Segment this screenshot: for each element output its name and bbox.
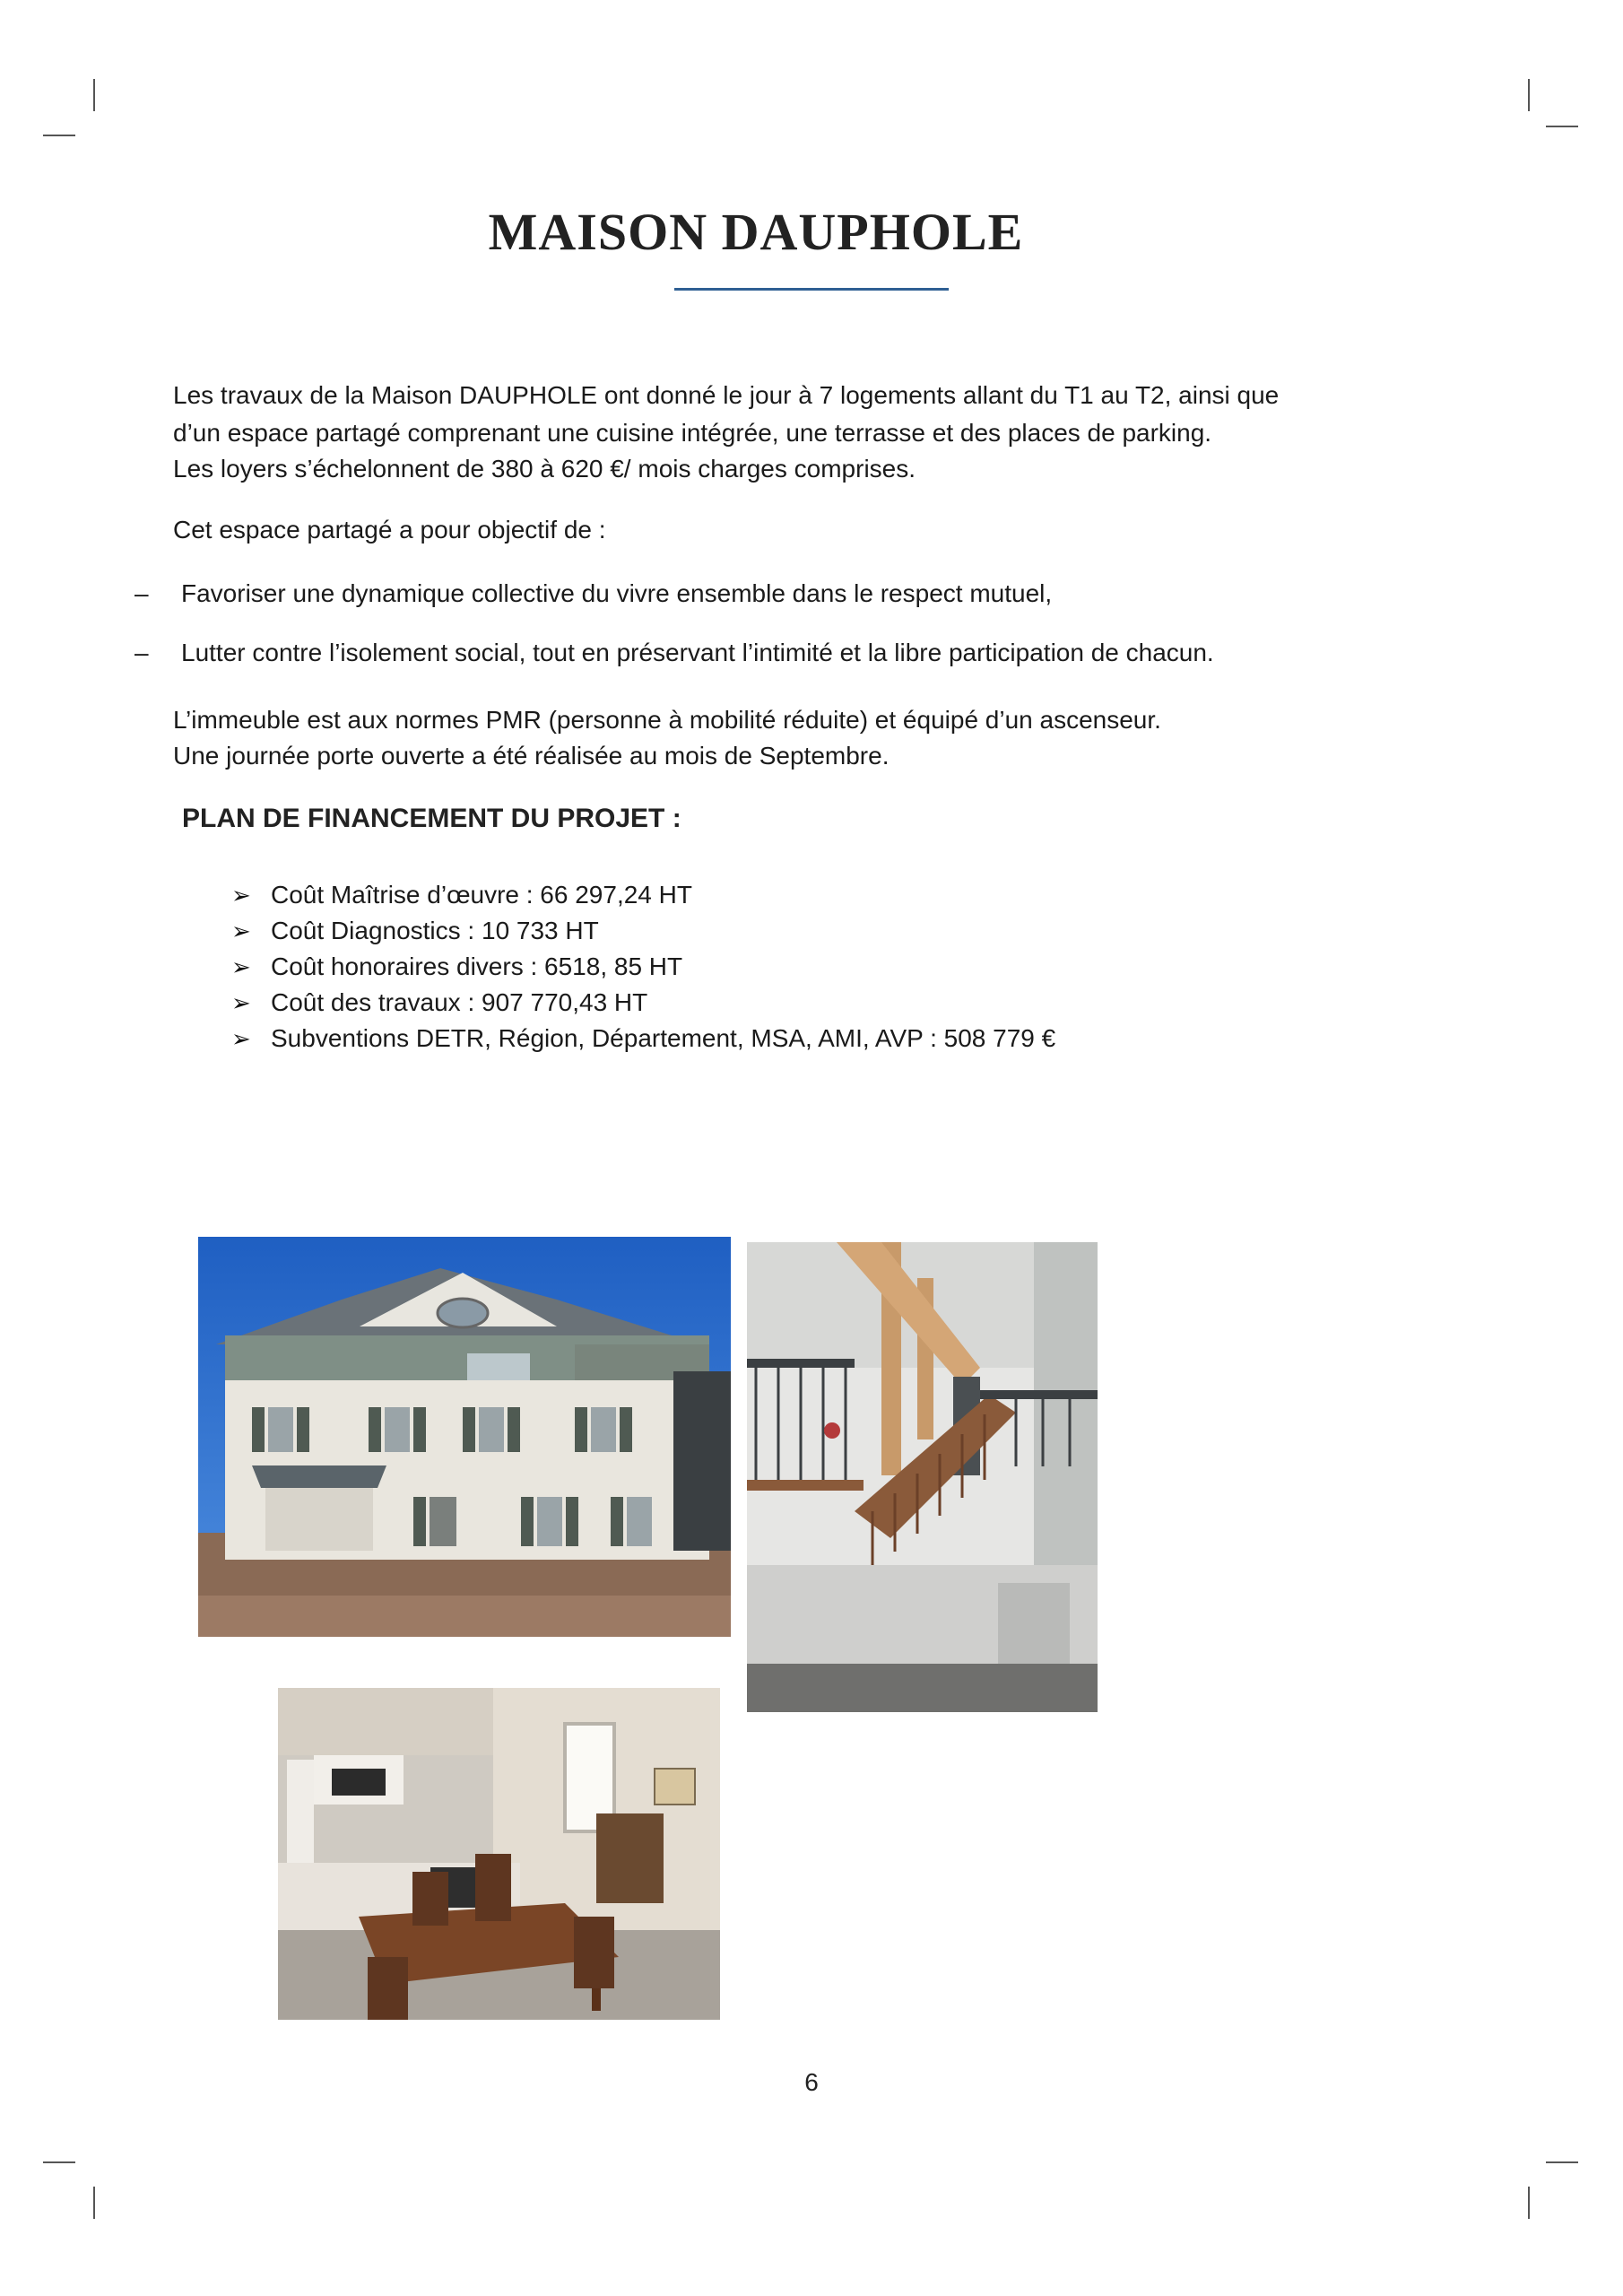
arrow-bullet-icon: ➢ — [231, 953, 251, 980]
dash-bullet: – — [135, 639, 149, 666]
financing-heading: PLAN DE FINANCEMENT DU PROJET : — [182, 804, 681, 833]
intro-line: Les travaux de la Maison DAUPHOLE ont donné le jour à 7 logements allant du T1 au T2, ainsi que — [173, 381, 1280, 409]
financing-item — [231, 1021, 1055, 1057]
crop-mark — [93, 79, 95, 111]
crop-mark — [1546, 126, 1578, 127]
arrow-bullet-icon: ➢ — [231, 989, 251, 1016]
objective-text: Favoriser une dynamique collective du vivre ensemble dans le respect mutuel, — [181, 579, 1053, 607]
objective-item — [135, 576, 1052, 612]
crop-mark — [1528, 2187, 1530, 2219]
objective-item — [135, 635, 1214, 671]
crop-mark — [1546, 2161, 1578, 2163]
intro-line: Les loyers s’échelonnent de 380 à 620 €/ mois charges comprises. — [173, 455, 916, 483]
arrow-bullet-icon: ➢ — [231, 882, 251, 909]
financing-item-text: Coût des travaux : 907 770,43 HT — [271, 988, 648, 1016]
crop-mark — [1528, 79, 1530, 111]
page-number: 6 — [804, 2068, 819, 2096]
building-exterior-photo — [198, 1237, 731, 1637]
accessibility-line: Une journée porte ouverte a été réalisée au mois de Septembre. — [173, 742, 890, 770]
objective-text: Lutter contre l’isolement social, tout en préservant l’intimité et la libre participation de chacun. — [181, 639, 1214, 666]
page-title: MAISON DAUPHOLE — [488, 203, 1024, 261]
crop-mark — [93, 2187, 95, 2219]
arrow-bullet-icon: ➢ — [231, 918, 251, 944]
financing-item-text: Coût Maîtrise d’œuvre : 66 297,24 HT — [271, 881, 692, 909]
title-underline — [674, 288, 949, 291]
financing-item — [231, 985, 1055, 1021]
staircase-interior-photo — [747, 1242, 1098, 1712]
accessibility-line: L’immeuble est aux normes PMR (personne à mobilité réduite) et équipé d’un ascenseur. — [173, 706, 1161, 734]
intro-line: d’un espace partagé comprenant une cuisine intégrée, une terrasse et des places de parking. — [173, 419, 1212, 447]
financing-item-text: Coût honoraires divers : 6518, 85 HT — [271, 952, 683, 980]
crop-mark — [43, 2161, 75, 2163]
dash-bullet: – — [135, 579, 149, 607]
financing-item-text: Subventions DETR, Région, Département, MSA, AMI, AVP : 508 779 € — [271, 1024, 1056, 1052]
objective-intro: Cet espace partagé a pour objectif de : — [173, 516, 606, 544]
financing-item — [231, 877, 1055, 913]
financing-item — [231, 949, 1055, 985]
arrow-bullet-icon: ➢ — [231, 1025, 251, 1052]
kitchen-dining-photo — [278, 1688, 720, 2020]
crop-mark — [43, 135, 75, 136]
financing-list — [231, 877, 1055, 1057]
financing-item-text: Coût Diagnostics : 10 733 HT — [271, 917, 599, 944]
financing-item — [231, 913, 1055, 949]
